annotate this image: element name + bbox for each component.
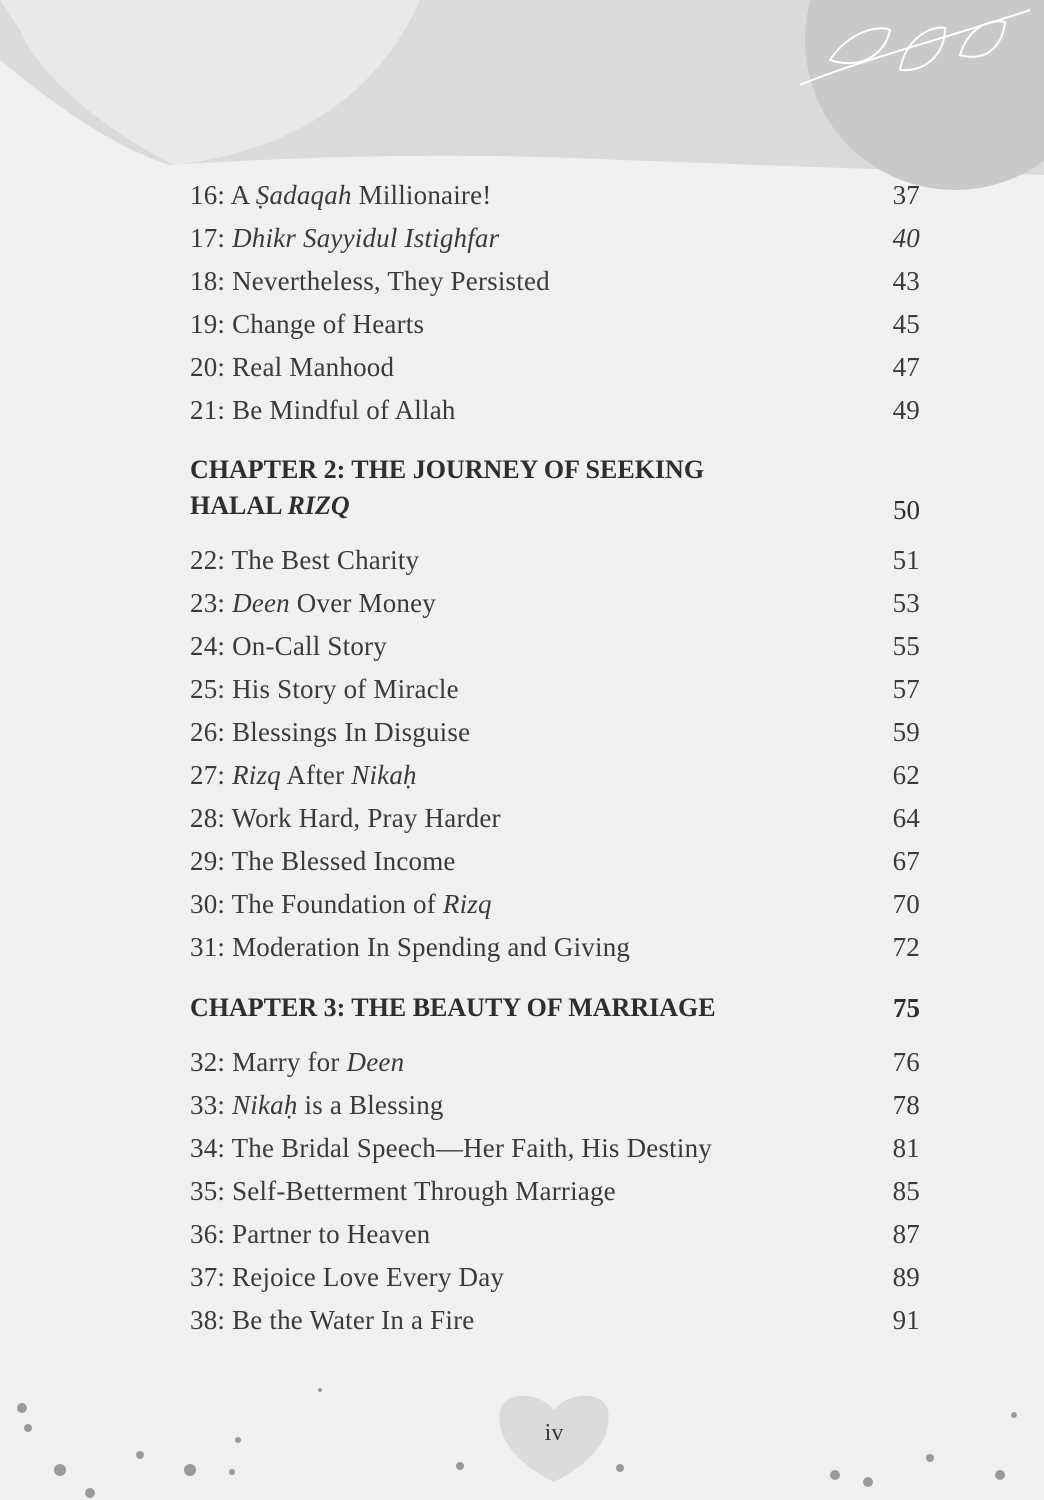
entry-page: 91 (892, 1305, 920, 1335)
chapter-title-line1: CHAPTER 3: THE BEAUTY OF MARRIAGE (190, 993, 716, 1022)
entry-page: 57 (892, 674, 920, 704)
entry-page: 37 (892, 180, 920, 210)
toc-entry[interactable] (190, 846, 920, 877)
toc-entry[interactable] (190, 889, 920, 920)
entry-page: 59 (892, 717, 920, 747)
toc-entry[interactable] (190, 1090, 920, 1121)
entry-page: 49 (892, 395, 920, 425)
entry-page: 72 (892, 932, 920, 962)
entry-page: 55 (892, 631, 920, 661)
entry-title: 22: The Best Charity (190, 545, 420, 575)
toc-entry[interactable] (190, 266, 920, 297)
entry-title: 16: A Ṣadaqah Millionaire! (190, 180, 492, 210)
chapter-page: 75 (893, 993, 920, 1023)
toc-entry[interactable] (190, 803, 920, 834)
toc-entry[interactable] (190, 180, 920, 211)
chapter-title-line1: CHAPTER 2: THE JOURNEY OF SEEKING (190, 455, 705, 484)
entry-page: 53 (892, 588, 920, 618)
entry-title: 30: The Foundation of Rizq (190, 889, 492, 919)
page-number: iv (544, 1420, 564, 1446)
entry-title: 19: Change of Hearts (190, 309, 425, 339)
toc-entry[interactable] (190, 588, 920, 619)
entry-title: 37: Rejoice Love Every Day (190, 1262, 505, 1292)
toc-entry[interactable] (190, 1176, 920, 1207)
entry-title: 32: Marry for Deen (190, 1047, 405, 1077)
toc-entry[interactable] (190, 1047, 920, 1078)
toc-entry[interactable] (190, 352, 920, 383)
entry-page: 64 (892, 803, 920, 833)
entry-title: 27: Rizq After Nikaḥ (190, 760, 417, 790)
chapter-page: 50 (893, 495, 920, 525)
toc-entry[interactable] (190, 674, 920, 705)
toc-entry[interactable] (190, 1262, 920, 1293)
entry-title: 34: The Bridal Speech—Her Faith, His Destiny (190, 1133, 712, 1163)
toc-entry[interactable] (190, 932, 920, 963)
toc-entry[interactable] (190, 223, 920, 254)
entry-page: 51 (892, 545, 920, 575)
toc-entry[interactable] (190, 717, 920, 748)
chapter-title-line2: HALAL RIZQ (190, 491, 350, 520)
toc-entry[interactable] (190, 760, 920, 791)
entry-page: 40 (892, 223, 920, 253)
entry-page: 70 (892, 889, 920, 919)
toc-entry[interactable] (190, 631, 920, 662)
entry-page: 89 (892, 1262, 920, 1292)
entry-title: 38: Be the Water In a Fire (190, 1305, 475, 1335)
entry-page: 81 (892, 1133, 920, 1163)
entry-page: 43 (892, 266, 920, 296)
entry-page: 78 (892, 1090, 920, 1120)
entry-title: 29: The Blessed Income (190, 846, 456, 876)
entry-page: 87 (892, 1219, 920, 1249)
entry-title: 18: Nevertheless, They Persisted (190, 266, 550, 296)
toc-entry[interactable] (190, 1133, 920, 1164)
entry-title: 24: On-Call Story (190, 631, 387, 661)
entry-title: 23: Deen Over Money (190, 588, 437, 618)
toc-entry[interactable] (190, 1219, 920, 1250)
entry-title: 35: Self-Betterment Through Marriage (190, 1176, 616, 1206)
entry-title: 28: Work Hard, Pray Harder (190, 803, 501, 833)
toc-entry[interactable] (190, 395, 920, 426)
toc-entry[interactable] (190, 545, 920, 576)
entry-title: 20: Real Manhood (190, 352, 395, 382)
entry-page: 47 (892, 352, 920, 382)
entry-title: 21: Be Mindful of Allah (190, 395, 456, 425)
toc-entry[interactable] (190, 309, 920, 340)
entry-title: 36: Partner to Heaven (190, 1219, 431, 1249)
chapter-heading[interactable] (190, 455, 920, 535)
entry-title: 17: Dhikr Sayyidul Istighfar (190, 223, 500, 253)
entry-page: 85 (892, 1176, 920, 1206)
entry-page: 76 (892, 1047, 920, 1077)
entry-title: 26: Blessings In Disguise (190, 717, 471, 747)
chapter-heading[interactable] (190, 993, 920, 1033)
entry-title: 33: Nikaḥ is a Blessing (190, 1090, 444, 1120)
toc-entry[interactable] (190, 1305, 920, 1336)
entry-title: 31: Moderation In Spending and Giving (190, 932, 631, 962)
entry-page: 45 (892, 309, 920, 339)
entry-page: 67 (892, 846, 920, 876)
entry-page: 62 (892, 760, 920, 790)
entry-title: 25: His Story of Miracle (190, 674, 459, 704)
